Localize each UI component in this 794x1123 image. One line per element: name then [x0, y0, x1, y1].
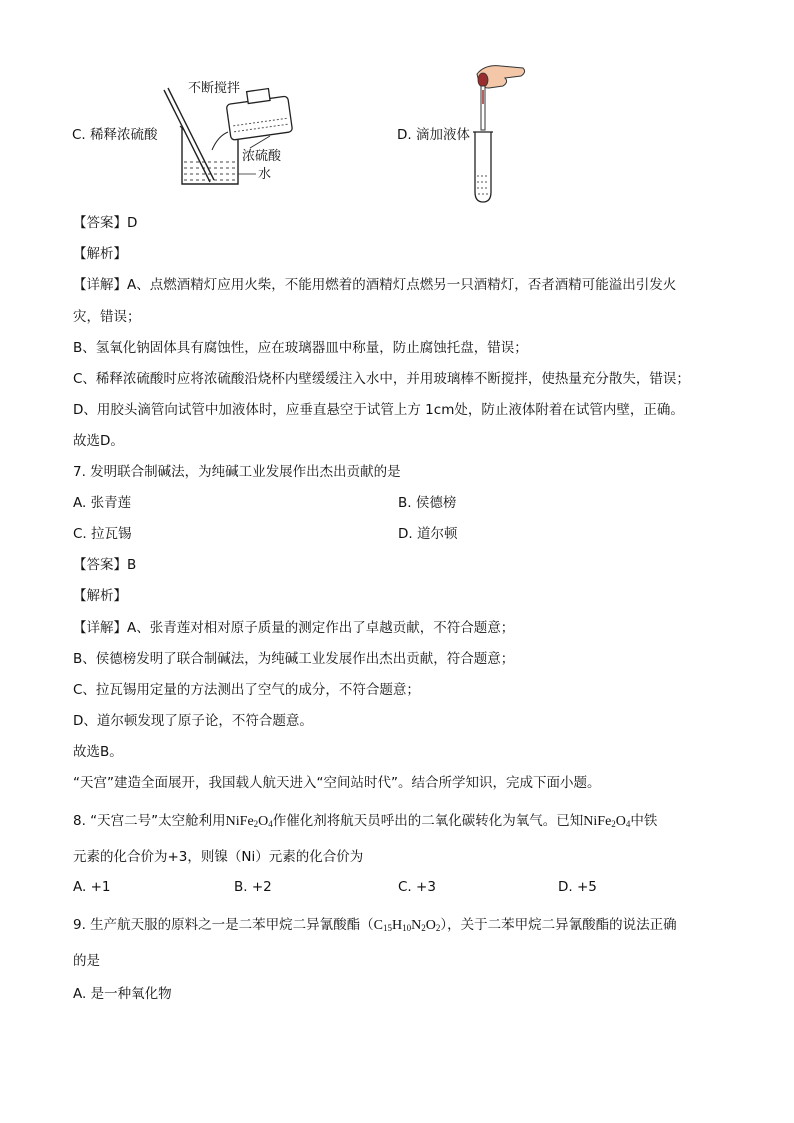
- q7-conclusion: 故选B。: [73, 744, 123, 760]
- figure-d-label: D. 滴加液体: [397, 127, 470, 143]
- q8-option-a[interactable]: A. +1: [73, 879, 111, 895]
- q6-conclusion: 故选D。: [73, 433, 124, 449]
- q6-detail-2: B、氢氧化钠固体具有腐蚀性，应在玻璃器皿中称量，防止腐蚀托盘，错误；: [73, 340, 528, 356]
- q7-stem: 7. 发明联合制碱法，为纯碱工业发展作出杰出贡献的是: [73, 464, 401, 480]
- stir-text: 不断搅拌: [188, 81, 241, 96]
- tiangong-intro: “天宫”建造全面展开，我国载人航天进入“空间站时代”。结合所学知识，完成下面小题。: [73, 775, 601, 791]
- figure-d-add-liquid: [385, 60, 565, 210]
- q8-formula-2: $NiFe_2O_4$: [583, 814, 631, 829]
- q7-answer: 【答案】B: [73, 557, 137, 573]
- q6-answer: 【答案】D: [73, 215, 138, 231]
- q6-detail-4: D、用胶头滴管向试管中加液体时，应垂直悬空于试管上方 1cm处，防止液体附着在试管内壁，正确。: [73, 402, 684, 418]
- q7-detail-1: 【详解】A、张青莲对相对原子质量的测定作出了卓越贡献，不符合题意；: [73, 620, 515, 636]
- q6-detail-1a: 【详解】A、点燃酒精灯应用火柴，不能用燃着的酒精灯点燃另一只酒精灯，否者酒精可能溢出引发火: [73, 277, 677, 293]
- q9-formula: $C_{15}H_{10}N_2O_2$: [373, 918, 441, 933]
- q7-option-b[interactable]: B. 侯德榜: [398, 495, 457, 511]
- q9-stem-b: ），关于二苯甲烷二异氰酸酯的说法正确: [440, 917, 677, 933]
- dilution-apparatus-illustration: [60, 70, 320, 195]
- figure-c-dilute-acid: [60, 70, 320, 195]
- dropper-test-tube-illustration: [385, 60, 565, 210]
- test-tube: [475, 132, 491, 202]
- q8-formula-1: $NiFe_2O_4$: [225, 814, 273, 829]
- q8-option-d[interactable]: D. +5: [558, 879, 597, 895]
- dropper-bulb: [478, 73, 488, 87]
- q7-detail-3: C、拉瓦锡用定量的方法测出了空气的成分，不符合题意；: [73, 682, 420, 698]
- q8-option-c[interactable]: C. +3: [398, 879, 436, 895]
- q6-analysis-label: 【解析】: [73, 246, 127, 262]
- figure-c-label: C. 稀释浓硫酸: [72, 127, 158, 143]
- q6-detail-3: C、稀释浓硫酸时应将浓硫酸沿烧杯内壁缓缓注入水中，并用玻璃棒不断搅拌，使热量充分散失，错误；: [73, 371, 690, 387]
- q7-option-a[interactable]: A. 张青莲: [73, 495, 132, 511]
- q8-stem-b: 作催化剂将航天员呼出的二氧化碳转化为氧气。已知: [272, 813, 584, 829]
- q8-stem-d: 元素的化合价为+3，则镍（Ni）元素的化合价为: [73, 849, 364, 865]
- q8-stem-c: 中铁: [630, 813, 658, 829]
- q7-analysis-label: 【解析】: [73, 588, 127, 604]
- q6-detail-1b: 灾，错误；: [73, 309, 141, 325]
- q9-stem-a: 9. 生产航天服的原料之一是二苯甲烷二异氰酸酯（: [73, 917, 374, 933]
- q7-option-c[interactable]: C. 拉瓦锡: [73, 526, 132, 542]
- q8-stem-line-1: [73, 812, 657, 833]
- q9-option-a[interactable]: A. 是一种氧化物: [73, 986, 172, 1002]
- q7-option-d[interactable]: D. 道尔顿: [398, 526, 458, 542]
- water-text: 水: [258, 167, 272, 182]
- acid-text: 浓硫酸: [242, 149, 282, 164]
- q7-detail-2: B、侯德榜发明了联合制碱法，为纯碱工业发展作出杰出贡献，符合题意；: [73, 651, 515, 667]
- q8-stem-a: 8. “天宫二号”太空舱利用: [73, 813, 226, 829]
- q8-option-b[interactable]: B. +2: [234, 879, 272, 895]
- q9-stem-line-1: [73, 916, 677, 937]
- beaker: [182, 128, 238, 184]
- liquid-in-tube: [477, 176, 489, 194]
- q7-detail-4: D、道尔顿发现了原子论，不符合题意。: [73, 713, 313, 729]
- q9-stem-c: 的是: [73, 953, 100, 969]
